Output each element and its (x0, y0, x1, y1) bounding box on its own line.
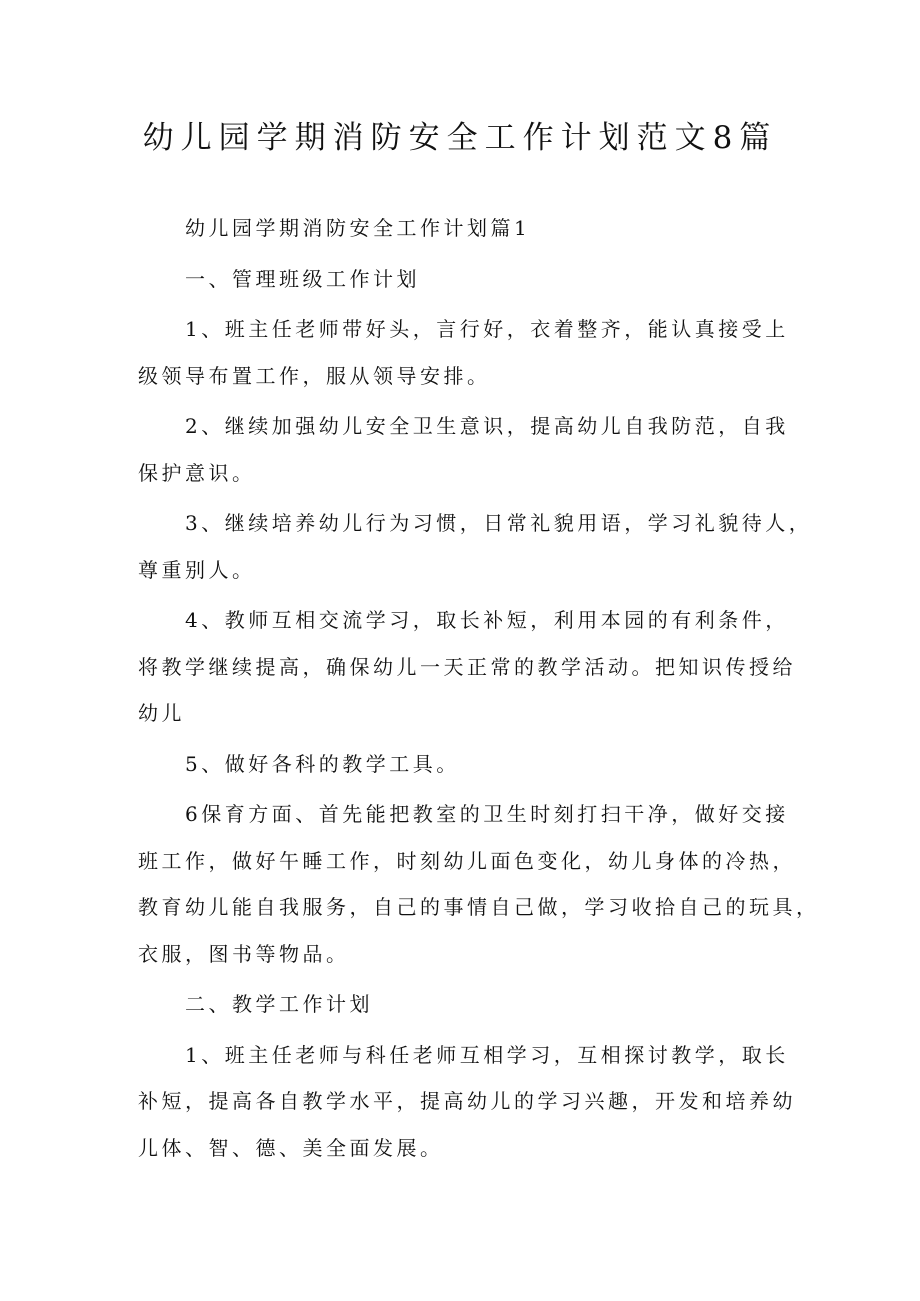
paragraph-line: 保护意识。 (138, 460, 256, 485)
paragraph-line: 级领导布置工作，服从领导安排。 (138, 363, 491, 388)
paragraph-line: 2、继续加强幼儿安全卫生意识，提高幼儿自我防范，自我 (185, 414, 789, 438)
paragraph-line: 3、继续培养幼儿行为习惯，日常礼貌用语，学习礼貌待人， (185, 511, 813, 535)
paragraph (138, 403, 818, 496)
paragraph (138, 597, 818, 737)
paragraph-line: 儿体、智、德、美全面发展。 (138, 1135, 444, 1160)
paragraph (138, 741, 818, 788)
paragraph-line: 教育幼儿能自我服务，自己的事情自己做，学习收拾自己的玩具， (138, 895, 820, 919)
paragraph-line: 1、班主任老师带好头，言行好，衣着整齐，能认真接受上 (185, 317, 789, 341)
paragraph-line: 补短，提高各自教学水平，提高幼儿的学习兴趣，开发和培养幼 (138, 1089, 796, 1113)
paragraph (138, 306, 818, 399)
paragraph-line: 二、教学工作计划 (185, 992, 373, 1016)
document-body (138, 205, 818, 1175)
paragraph (138, 981, 818, 1028)
document-title: 幼儿园学期消防安全工作计划范文8篇 (142, 120, 778, 156)
paragraph-line: 尊重别人。 (138, 557, 256, 582)
paragraph-line: 幼儿 (138, 701, 185, 725)
paragraph-line: 幼儿园学期消防安全工作计划篇1 (185, 216, 531, 240)
paragraph (138, 1032, 818, 1172)
paragraph (138, 791, 818, 977)
paragraph-line: 衣服，图书等物品。 (138, 941, 350, 966)
paragraph-line: 1、班主任老师与科任老师互相学习，互相探讨教学，取长 (185, 1042, 789, 1067)
paragraph-line: 将教学继续提高，确保幼儿一天正常的教学活动。把知识传授给 (138, 654, 796, 679)
paragraph (138, 205, 818, 252)
paragraph-line: 4、教师互相交流学习，取长补短，利用本园的有利条件， (185, 608, 789, 632)
paragraph-line: 班工作，做好午睡工作，时刻幼儿面色变化，幼儿身体的冷热， (138, 848, 796, 873)
paragraph-line: 一、管理班级工作计划 (185, 266, 420, 291)
paragraph (138, 256, 818, 303)
paragraph-line: 5、做好各科的教学工具。 (185, 751, 460, 776)
paragraph-line: 6保育方面、首先能把教室的卫生时刻打扫干净，做好交接 (185, 802, 789, 826)
paragraph (138, 500, 818, 593)
